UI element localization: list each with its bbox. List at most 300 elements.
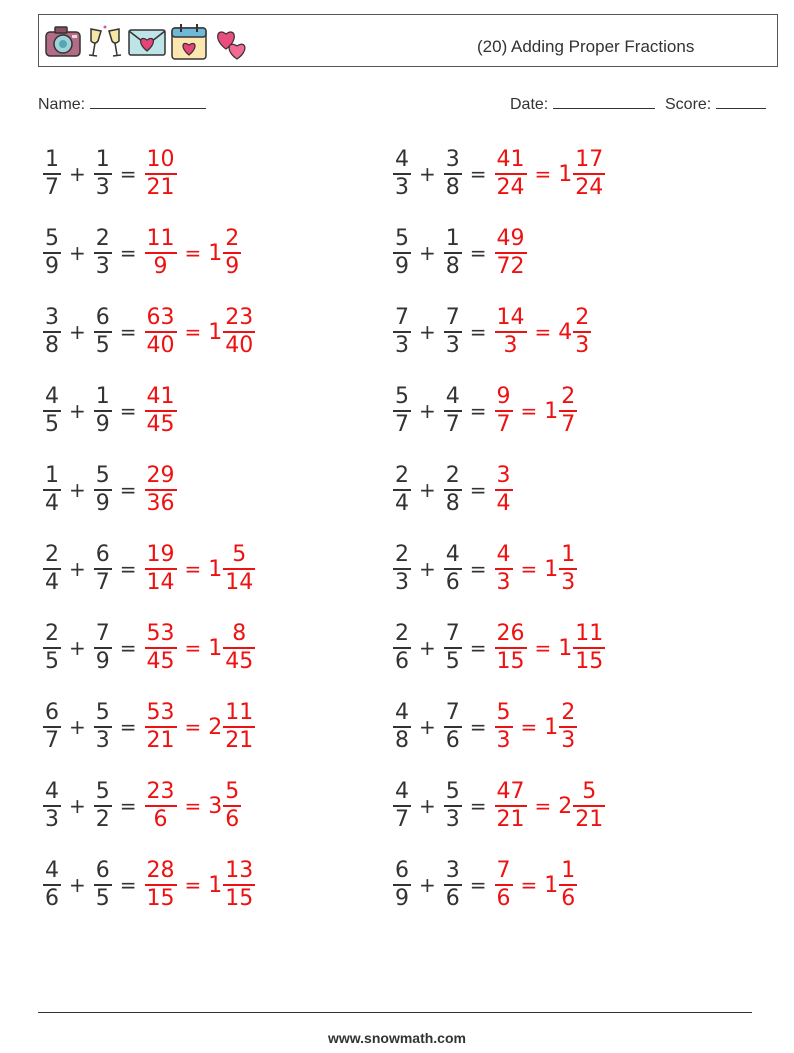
- fraction: [495, 463, 513, 517]
- fraction: [495, 621, 527, 675]
- fraction: [444, 226, 462, 280]
- equals-sign: =: [184, 794, 202, 818]
- fraction: [223, 226, 241, 280]
- denominator: 6: [561, 886, 576, 911]
- equals-sign: =: [520, 399, 538, 423]
- denominator: 9: [225, 254, 240, 279]
- denominator: 36: [146, 491, 175, 516]
- numerator: 17: [575, 147, 604, 172]
- fraction: [393, 700, 411, 754]
- mixed-whole: 4: [558, 319, 573, 345]
- name-field: [38, 94, 206, 114]
- fraction: [444, 305, 462, 359]
- numerator: 3: [45, 305, 59, 330]
- fraction: [573, 621, 605, 675]
- numerator: 5: [582, 779, 597, 804]
- denominator: 14: [225, 570, 254, 595]
- plus-sign: +: [419, 478, 436, 502]
- plus-sign: +: [69, 636, 86, 660]
- score-label: Score:: [665, 96, 712, 113]
- numerator: 1: [95, 147, 110, 172]
- fraction: [223, 700, 255, 754]
- numerator: 11: [575, 621, 604, 646]
- denominator: 24: [496, 175, 525, 200]
- footer-divider: [38, 1012, 752, 1013]
- equals-sign: =: [119, 636, 137, 660]
- numerator: 6: [95, 542, 110, 567]
- fraction: [393, 226, 411, 280]
- numerator: 4: [45, 779, 59, 804]
- numerator: 2: [445, 463, 460, 488]
- mixed-whole: 1: [558, 161, 573, 187]
- numerator: 2: [225, 226, 240, 251]
- numerator: 5: [445, 779, 460, 804]
- date-field: [510, 94, 655, 114]
- mixed-whole: 1: [208, 319, 223, 345]
- plus-sign: +: [69, 478, 86, 502]
- equals-sign: =: [119, 557, 137, 581]
- plus-sign: +: [419, 715, 436, 739]
- denominator: 4: [45, 570, 59, 595]
- numerator: 4: [45, 384, 59, 409]
- numerator: 9: [496, 384, 511, 409]
- fraction: [393, 463, 411, 517]
- numerator: 10: [146, 147, 175, 172]
- plus-sign: +: [69, 399, 86, 423]
- numerator: 7: [445, 305, 460, 330]
- numerator: 4: [45, 858, 59, 883]
- equals-sign: =: [534, 162, 552, 186]
- problem-16: [390, 695, 580, 759]
- denominator: 7: [45, 728, 59, 753]
- calendar-heart-icon: [169, 21, 209, 63]
- denominator: 45: [146, 412, 175, 437]
- equals-sign: =: [184, 873, 202, 897]
- denominator: 5: [45, 412, 59, 437]
- denominator: 3: [496, 570, 511, 595]
- fraction: [94, 621, 112, 675]
- fraction: [94, 226, 112, 280]
- denominator: 21: [496, 807, 525, 832]
- denominator: 6: [445, 570, 460, 595]
- denominator: 5: [45, 649, 59, 674]
- fraction: [223, 305, 255, 359]
- numerator: 4: [395, 147, 409, 172]
- equals-sign: =: [469, 241, 487, 265]
- denominator: 15: [575, 649, 604, 674]
- fraction: [495, 305, 527, 359]
- problem-20: [390, 853, 580, 917]
- denominator: 3: [45, 807, 59, 832]
- numerator: 4: [395, 700, 409, 725]
- numerator: 5: [95, 463, 110, 488]
- fraction: [559, 858, 577, 912]
- denominator: 6: [445, 728, 460, 753]
- denominator: 15: [146, 886, 175, 911]
- numerator: 5: [95, 779, 110, 804]
- equals-sign: =: [184, 557, 202, 581]
- denominator: 5: [95, 333, 110, 358]
- numerator: 6: [95, 858, 110, 883]
- fraction: [145, 542, 177, 596]
- name-blank[interactable]: [90, 94, 206, 109]
- fraction: [43, 779, 61, 833]
- fraction: [223, 542, 255, 596]
- numerator: 29: [146, 463, 175, 488]
- fraction: [444, 700, 462, 754]
- numerator: 7: [496, 858, 511, 883]
- problem-18: [390, 774, 608, 838]
- fraction: [43, 463, 61, 517]
- denominator: 40: [225, 333, 254, 358]
- equals-sign: =: [534, 794, 552, 818]
- fraction: [495, 700, 513, 754]
- numerator: 7: [445, 700, 460, 725]
- numerator: 4: [395, 779, 409, 804]
- denominator: 3: [561, 728, 576, 753]
- numerator: 26: [496, 621, 525, 646]
- fraction: [94, 305, 112, 359]
- fraction: [495, 226, 527, 280]
- denominator: 7: [45, 175, 59, 200]
- fraction: [43, 147, 61, 201]
- fraction: [393, 305, 411, 359]
- fraction: [495, 384, 513, 438]
- name-label: Name:: [38, 96, 86, 113]
- denominator: 6: [153, 807, 168, 832]
- fraction: [573, 779, 605, 833]
- numerator: 2: [561, 384, 576, 409]
- denominator: 3: [95, 254, 110, 279]
- fraction: [559, 700, 577, 754]
- fraction: [145, 779, 177, 833]
- denominator: 3: [395, 333, 409, 358]
- fraction: [444, 621, 462, 675]
- date-blank[interactable]: [553, 94, 655, 109]
- fraction: [94, 384, 112, 438]
- denominator: 7: [395, 807, 409, 832]
- denominator: 4: [395, 491, 409, 516]
- two-hearts-icon: [211, 21, 251, 63]
- numerator: 5: [95, 700, 110, 725]
- denominator: 21: [575, 807, 604, 832]
- problem-2: [390, 142, 608, 206]
- problem-14: [390, 616, 608, 680]
- denominator: 21: [225, 728, 254, 753]
- denominator: 45: [146, 649, 175, 674]
- denominator: 3: [445, 333, 460, 358]
- numerator: 1: [561, 542, 576, 567]
- fraction: [393, 858, 411, 912]
- fraction: [393, 384, 411, 438]
- plus-sign: +: [419, 399, 436, 423]
- mixed-whole: 2: [558, 793, 573, 819]
- numerator: 2: [45, 621, 59, 646]
- worksheet-title: (20) Adding Proper Fractions: [477, 37, 695, 56]
- plus-sign: +: [69, 320, 86, 344]
- equals-sign: =: [119, 320, 137, 344]
- equals-sign: =: [469, 794, 487, 818]
- numerator: 4: [445, 542, 460, 567]
- fraction: [145, 858, 177, 912]
- fraction: [145, 700, 177, 754]
- numerator: 47: [496, 779, 525, 804]
- equals-sign: =: [119, 873, 137, 897]
- fraction: [94, 463, 112, 517]
- fraction: [495, 858, 513, 912]
- problem-8: [390, 379, 580, 443]
- equals-sign: =: [184, 715, 202, 739]
- equals-sign: =: [119, 478, 137, 502]
- numerator: 3: [496, 463, 511, 488]
- fraction: [94, 542, 112, 596]
- plus-sign: +: [69, 241, 86, 265]
- numerator: 13: [225, 858, 254, 883]
- numerator: 8: [232, 621, 247, 646]
- fraction: [94, 700, 112, 754]
- equals-sign: =: [119, 794, 137, 818]
- denominator: 4: [496, 491, 511, 516]
- numerator: 11: [146, 226, 175, 251]
- denominator: 3: [561, 570, 576, 595]
- fraction: [223, 858, 255, 912]
- denominator: 6: [225, 807, 240, 832]
- equals-sign: =: [469, 557, 487, 581]
- plus-sign: +: [419, 873, 436, 897]
- denominator: 3: [95, 175, 110, 200]
- numerator: 5: [496, 700, 511, 725]
- fraction: [43, 858, 61, 912]
- numerator: 1: [445, 226, 460, 251]
- denominator: 7: [395, 412, 409, 437]
- equals-sign: =: [469, 320, 487, 344]
- plus-sign: +: [69, 715, 86, 739]
- numerator: 41: [146, 384, 175, 409]
- numerator: 1: [561, 858, 576, 883]
- fraction: [393, 542, 411, 596]
- numerator: 6: [395, 858, 409, 883]
- champagne-glasses-icon: [85, 21, 125, 63]
- fraction: [393, 779, 411, 833]
- fraction: [444, 779, 462, 833]
- numerator: 2: [45, 542, 59, 567]
- plus-sign: +: [69, 873, 86, 897]
- problem-7: [40, 379, 180, 443]
- numerator: 6: [45, 700, 59, 725]
- mixed-whole: 1: [544, 556, 559, 582]
- equals-sign: =: [184, 636, 202, 660]
- denominator: 8: [445, 175, 460, 200]
- equals-sign: =: [520, 873, 538, 897]
- numerator: 2: [95, 226, 110, 251]
- fraction: [393, 147, 411, 201]
- equals-sign: =: [119, 162, 137, 186]
- equals-sign: =: [534, 636, 552, 660]
- denominator: 9: [95, 491, 110, 516]
- problem-1: [40, 142, 180, 206]
- denominator: 15: [225, 886, 254, 911]
- denominator: 3: [395, 570, 409, 595]
- numerator: 7: [95, 621, 110, 646]
- header-icons: [43, 21, 251, 63]
- fraction: [444, 384, 462, 438]
- denominator: 7: [496, 412, 511, 437]
- equals-sign: =: [469, 162, 487, 186]
- numerator: 7: [395, 305, 409, 330]
- denominator: 45: [225, 649, 254, 674]
- denominator: 72: [496, 254, 525, 279]
- numerator: 4: [496, 542, 511, 567]
- denominator: 6: [395, 649, 409, 674]
- date-label: Date:: [510, 96, 549, 113]
- equals-sign: =: [534, 320, 552, 344]
- denominator: 3: [395, 175, 409, 200]
- plus-sign: +: [69, 794, 86, 818]
- denominator: 3: [95, 728, 110, 753]
- worksheet-header: [38, 14, 778, 67]
- numerator: 19: [146, 542, 175, 567]
- plus-sign: +: [419, 557, 436, 581]
- denominator: 9: [95, 649, 110, 674]
- mixed-whole: 1: [558, 635, 573, 661]
- denominator: 8: [445, 491, 460, 516]
- denominator: 40: [146, 333, 175, 358]
- fraction: [495, 779, 527, 833]
- fraction: [43, 305, 61, 359]
- fraction: [444, 463, 462, 517]
- fraction: [444, 858, 462, 912]
- equals-sign: =: [469, 636, 487, 660]
- numerator: 1: [45, 147, 59, 172]
- fraction: [495, 147, 527, 201]
- numerator: 3: [445, 858, 460, 883]
- equals-sign: =: [184, 241, 202, 265]
- equals-sign: =: [119, 399, 137, 423]
- denominator: 5: [95, 886, 110, 911]
- denominator: 6: [496, 886, 511, 911]
- numerator: 2: [395, 621, 409, 646]
- fraction: [94, 858, 112, 912]
- numerator: 14: [496, 305, 525, 330]
- denominator: 9: [395, 254, 409, 279]
- denominator: 9: [395, 886, 409, 911]
- numerator: 23: [225, 305, 254, 330]
- numerator: 53: [146, 700, 175, 725]
- denominator: 8: [395, 728, 409, 753]
- fraction: [145, 305, 177, 359]
- denominator: 21: [146, 175, 175, 200]
- fraction: [43, 700, 61, 754]
- mixed-whole: 3: [208, 793, 223, 819]
- fraction: [94, 147, 112, 201]
- score-blank[interactable]: [716, 94, 766, 109]
- equals-sign: =: [469, 478, 487, 502]
- denominator: 7: [445, 412, 460, 437]
- fraction: [43, 226, 61, 280]
- denominator: 4: [45, 491, 59, 516]
- denominator: 9: [45, 254, 59, 279]
- denominator: 7: [561, 412, 576, 437]
- mixed-whole: 1: [208, 635, 223, 661]
- mixed-whole: 1: [208, 240, 223, 266]
- equals-sign: =: [469, 873, 487, 897]
- problem-15: [40, 695, 258, 759]
- camera-icon: [43, 21, 83, 63]
- plus-sign: +: [419, 162, 436, 186]
- fraction: [94, 779, 112, 833]
- footer-url: www.snowmath.com: [328, 1030, 466, 1046]
- fraction: [444, 542, 462, 596]
- numerator: 41: [496, 147, 525, 172]
- denominator: 9: [95, 412, 110, 437]
- plus-sign: +: [419, 320, 436, 344]
- denominator: 21: [146, 728, 175, 753]
- mixed-whole: 1: [544, 714, 559, 740]
- numerator: 63: [146, 305, 175, 330]
- numerator: 2: [561, 700, 576, 725]
- numerator: 2: [395, 463, 409, 488]
- denominator: 6: [45, 886, 59, 911]
- fraction: [43, 384, 61, 438]
- numerator: 1: [95, 384, 110, 409]
- problem-4: [390, 221, 530, 285]
- numerator: 5: [395, 384, 409, 409]
- problem-11: [40, 537, 258, 601]
- numerator: 11: [225, 700, 254, 725]
- numerator: 3: [445, 147, 460, 172]
- numerator: 5: [45, 226, 59, 251]
- plus-sign: +: [419, 794, 436, 818]
- mixed-whole: 1: [208, 556, 223, 582]
- fraction: [559, 384, 577, 438]
- numerator: 5: [232, 542, 247, 567]
- problem-17: [40, 774, 244, 838]
- numerator: 53: [146, 621, 175, 646]
- problem-10: [390, 458, 516, 522]
- denominator: 2: [95, 807, 110, 832]
- problem-9: [40, 458, 180, 522]
- denominator: 8: [445, 254, 460, 279]
- numerator: 7: [445, 621, 460, 646]
- denominator: 8: [45, 333, 59, 358]
- denominator: 3: [575, 333, 590, 358]
- denominator: 6: [445, 886, 460, 911]
- mixed-whole: 1: [208, 872, 223, 898]
- numerator: 6: [95, 305, 110, 330]
- problem-6: [390, 300, 594, 364]
- fraction: [495, 542, 513, 596]
- love-letter-icon: [127, 21, 167, 63]
- denominator: 15: [496, 649, 525, 674]
- fraction: [223, 779, 241, 833]
- fraction: [145, 147, 177, 201]
- numerator: 28: [146, 858, 175, 883]
- fraction: [393, 621, 411, 675]
- fraction: [444, 147, 462, 201]
- plus-sign: +: [69, 162, 86, 186]
- equals-sign: =: [119, 241, 137, 265]
- fraction: [559, 542, 577, 596]
- numerator: 49: [496, 226, 525, 251]
- equals-sign: =: [119, 715, 137, 739]
- denominator: 7: [95, 570, 110, 595]
- fraction: [43, 621, 61, 675]
- problem-3: [40, 221, 244, 285]
- mixed-whole: 2: [208, 714, 223, 740]
- mixed-whole: 1: [544, 872, 559, 898]
- denominator: 3: [503, 333, 518, 358]
- plus-sign: +: [69, 557, 86, 581]
